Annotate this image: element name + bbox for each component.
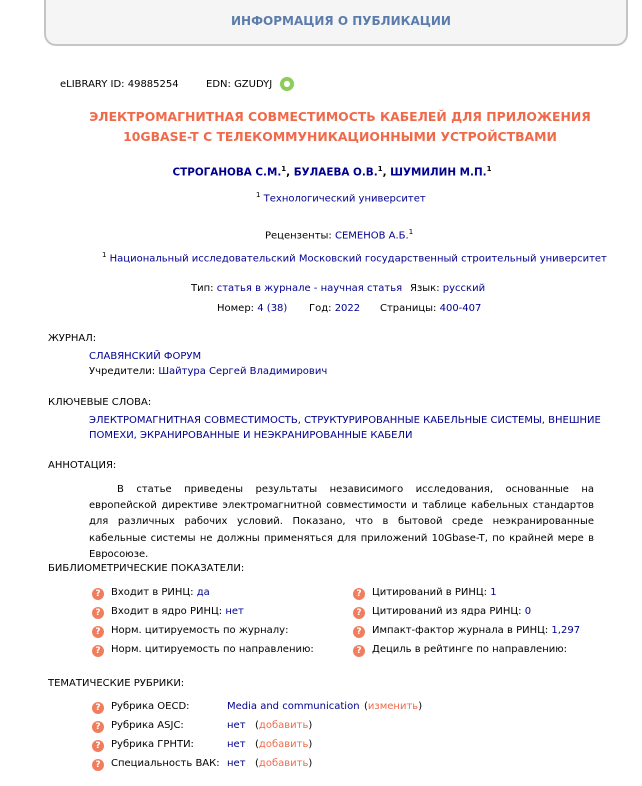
- abstract-text: В статье приведены результаты независимого исследования, основанные на европейской директиве электромагнитной совместимости и таблице кабельных стандартов для различных рабочих условий. Показано, что в бытовой среде неэкранированные кабельные системы не должны применяться для приложений 10Gbase-T, по крайней мере в Евросоюзе.: [89, 484, 594, 560]
- keywords-line[interactable]: ЭЛЕКТРОМАГНИТНАЯ СОВМЕСТИМОСТЬ, СТРУКТУРИРОВАННЫЕ КАБЕЛЬНЫЕ СИСТЕМЫ, ВНЕШНИЕ: [89, 415, 601, 426]
- reviewers: Рецензенты: СЕМЕНОВ А.Б.$^1$: [265, 228, 414, 242]
- issue-number: Номер: 4 (38): [217, 303, 288, 314]
- question-icon[interactable]: ?: [92, 759, 104, 771]
- article-language: Язык: русский: [410, 283, 486, 294]
- question-icon[interactable]: ?: [92, 740, 104, 752]
- question-icon[interactable]: ?: [353, 645, 365, 657]
- affiliation: $^1$ Технологический университет: [256, 191, 426, 205]
- author-link[interactable]: БУЛАЕВА О.В.: [293, 166, 378, 179]
- journal-founders: Учредители: Шайтура Сергей Владимирович: [89, 366, 328, 377]
- question-icon[interactable]: ?: [353, 626, 365, 638]
- question-icon[interactable]: ?: [353, 588, 365, 600]
- publication-info-header: [44, 0, 628, 46]
- question-icon[interactable]: ?: [92, 721, 104, 733]
- affiliation-link[interactable]: Технологический университет: [263, 193, 426, 205]
- issue-link[interactable]: 4 (38): [257, 303, 288, 314]
- edn: EDN: GZUDYJ: [206, 79, 273, 90]
- rubric-add-link[interactable]: добавить: [258, 739, 309, 750]
- doi-icon[interactable]: ●: [280, 77, 294, 91]
- publication-year: Год: 2022: [309, 303, 361, 314]
- article-title: ЭЛЕКТРОМАГНИТНАЯ СОВМЕСТИМОСТЬ КАБЕЛЕЙ ДЛЯ ПРИЛОЖЕНИЯ 10GBASE-T С ТЕЛЕКОММУНИКАЦИОННЫМИ УСТРОЙСТВАМИ: [89, 109, 591, 144]
- question-icon[interactable]: ?: [92, 702, 104, 714]
- abstract-heading: АННОТАЦИЯ:: [48, 460, 117, 471]
- keywords-heading: КЛЮЧЕВЫЕ СЛОВА:: [48, 397, 152, 408]
- reviewer-affiliation: $^1$ Национальный исследовательский Московский государственный строительный университет: [102, 251, 607, 265]
- rubric-add-link[interactable]: добавить: [258, 720, 309, 731]
- journal-heading: ЖУРНАЛ:: [48, 333, 97, 344]
- rubric-value-link[interactable]: Media and communication: [227, 701, 360, 712]
- pages: Страницы: 400-407: [380, 303, 482, 314]
- question-icon[interactable]: ?: [92, 645, 104, 657]
- article-type: Тип: статья в журнале - научная статья: [191, 283, 403, 294]
- keywords-line[interactable]: ПОМЕХИ, ЭКРАНИРОВАННЫЕ И НЕЭКРАНИРОВАННЫЕ КАБЕЛИ: [89, 430, 413, 441]
- question-icon[interactable]: ?: [353, 607, 365, 619]
- reviewer-affiliation-link[interactable]: Национальный исследовательский Московский государственный строительный университет: [109, 253, 607, 265]
- header-title: ИНФОРМАЦИЯ О ПУБЛИКАЦИИ: [231, 14, 451, 28]
- question-icon[interactable]: ?: [92, 588, 104, 600]
- journal-name-link[interactable]: СЛАВЯНСКИЙ ФОРУМ: [89, 351, 202, 362]
- rubric-add-link[interactable]: добавить: [258, 758, 309, 769]
- reviewer-link[interactable]: СЕМЕНОВ А.Б.: [334, 230, 409, 242]
- author-link[interactable]: ШУМИЛИН М.П.: [390, 166, 487, 179]
- author-link[interactable]: СТРОГАНОВА С.М.: [172, 166, 282, 179]
- elibrary-id: eLIBRARY ID: 49885254: [60, 79, 179, 90]
- founder-link[interactable]: Шайтура Сергей Владимирович: [158, 366, 328, 377]
- rubric-edit-link[interactable]: изменить: [367, 701, 419, 712]
- question-icon[interactable]: ?: [92, 607, 104, 619]
- rubrics-heading: ТЕМАТИЧЕСКИЕ РУБРИКИ:: [48, 678, 185, 689]
- biblio-heading: БИБЛИОМЕТРИЧЕСКИЕ ПОКАЗАТЕЛИ:: [48, 563, 245, 574]
- question-icon[interactable]: ?: [92, 626, 104, 638]
- authors: СТРОГАНОВА С.М.$^1$, БУЛАЕВА О.В.$^1$, ШУМИЛИН М.П.$^1$: [172, 165, 492, 179]
